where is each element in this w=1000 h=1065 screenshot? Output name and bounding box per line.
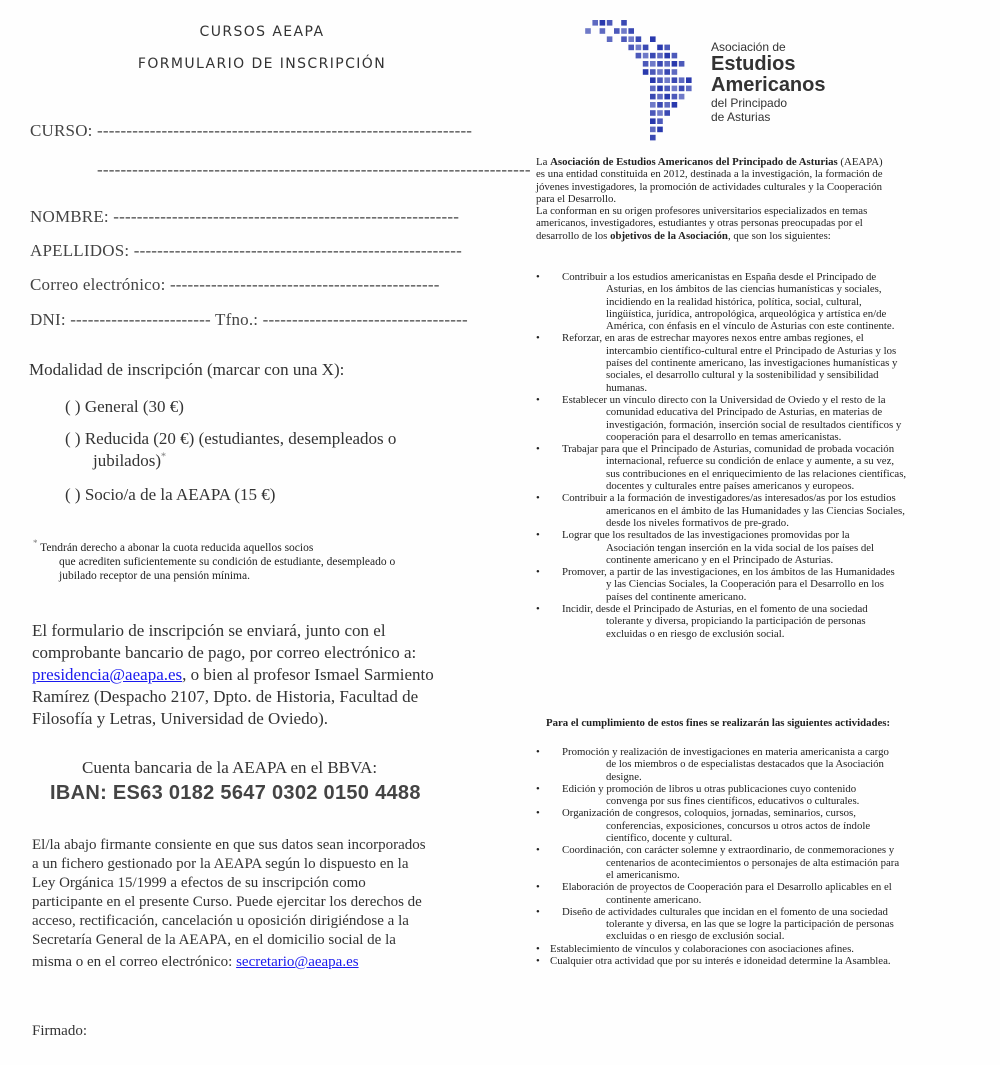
objective-item: • Contribuir a los estudios americanistas en España desde el Principado de Asturias, en los ámbitos de las ciencias humanísticas y sociales, incidiendo en la realidad histórica, política, social, cultural, lingüística, jurídica, antropológica, arqueológica y artística en/de América, con énfasis en el vínculo de Asturias con este continente. <box>536 271 895 333</box>
bullet-icon: • <box>536 905 540 918</box>
form-subtitle: FORMULARIO DE INSCRIPCIÓN <box>137 56 387 72</box>
iban-number: IBAN: ES63 0182 5647 0302 0150 4488 <box>50 782 421 804</box>
dni-phone-field[interactable]: DNI: ------------------------ Tfno.: ----------------------------------- <box>30 310 468 329</box>
logo-text: Asociación de Estudios Americanos del Principado de Asturias <box>711 40 826 124</box>
activity-item: • Promoción y realización de investigaciones en materia americanista a cargo de los miembros o de especialistas destacados que la Asociación designe. <box>536 746 889 783</box>
bullet-icon: • <box>536 566 540 579</box>
asterisk-mark: * <box>161 451 166 463</box>
bullet-icon: • <box>536 782 540 795</box>
bullet-icon: • <box>536 393 540 406</box>
form-title: CURSOS AEAPA <box>199 24 325 40</box>
activity-item: • Organización de congresos, coloquios, jornadas, seminarios, cursos, conferencias, exposiciones, concursos u otros actos de índole científico, docente y cultural. <box>536 807 871 845</box>
bullet-icon: • <box>536 746 540 758</box>
objective-item: • Lograr que los resultados de las investigaciones promovidas por la Asociación tengan inserción en la vida social de los países del continente americano y en el Principado de Asturias. <box>536 529 875 566</box>
bullet-icon: • <box>536 844 540 857</box>
signature-label: Firmado: <box>32 1023 87 1039</box>
bullet-icon: • <box>536 807 540 820</box>
curso-field-line2[interactable]: -------------------------------------------------------------------------- <box>97 160 531 179</box>
option-socio[interactable]: ( ) Socio/a de la AEAPA (15 €) <box>65 485 276 504</box>
objective-item: • Establecer un vínculo directo con la Universidad de Oviedo y el resto de la comunidad educativa del Principado de Asturias, en materias de investigación, formación, inserción social de resultados científicos y cooperación para el desarrollo en temas americanistas. <box>536 393 902 443</box>
modalidad-label: Modalidad de inscripción (marcar con una X): <box>29 360 345 379</box>
submission-instructions: El formulario de inscripción se enviará, junto con el comprobante bancario de pago, por correo electrónico a: presidencia@aeapa.es, o bien al profesor Ismael Sarmiento Ramírez (Despacho 2107, Dpto. de Historia, Facultad de Filosofía y Letras, Universidad de Oviedo). <box>32 621 434 728</box>
bullet-icon: • <box>536 603 540 616</box>
bullet-icon: • <box>536 492 540 505</box>
nombre-field[interactable]: NOMBRE: ----------------------------------------------------------- <box>30 207 460 226</box>
bullet-icon: • <box>536 529 540 542</box>
presidencia-email-link[interactable]: presidencia@aeapa.es <box>32 665 183 684</box>
activity-item: • Edición y promoción de libros u otras publicaciones cuyo contenido convenga por sus fines científicos, educativos o culturales. <box>536 782 860 808</box>
objective-item: • Incidir, desde el Principado de Asturias, en el fomento de una sociedad tolerante y diversa, propiciando la participación de personas excluidas o en riesgo de exclusión social. <box>536 603 868 640</box>
activity-item: • Elaboración de proyectos de Cooperación para el Desarrollo aplicables en el continente americano. <box>536 881 892 906</box>
bank-account-label: Cuenta bancaria de la AEAPA en el BBVA: <box>82 758 378 777</box>
data-consent-text: El/la abajo firmante consiente en que sus datos sean incorporados a un fichero gestionado por la AEAPA según lo dispuesto en la Ley Orgánica 15/1999 a efectos de su inscripción como participante en el presente Curso. Puede ejercitar los derechos de acceso, rectificación, cancelación u oposición dirigiéndose a la Secretaría General de la AEAPA, en el domicilio social de la misma o en el correo electrónico: secretario@aeapa.es <box>32 837 426 970</box>
objectives-list <box>536 271 976 640</box>
bullet-icon: • <box>536 332 540 345</box>
objective-item: • Promover, a partir de las investigaciones, en los ámbitos de las Humanidades y las Ciencias Sociales, la Cooperación para el Desarrollo en los países del continente americano. <box>536 566 895 603</box>
apellidos-field[interactable]: APELLIDOS: -------------------------------------------------------- <box>30 241 462 260</box>
activity-item: • Diseño de actividades culturales que incidan en el fomento de una sociedad tolerante y diversa, en las que se logre la participación de personas excluidas o en riesgo de exclusión social. <box>536 905 894 943</box>
option-general[interactable]: ( ) General (30 €) <box>65 397 184 416</box>
email-field[interactable]: Correo electrónico: ---------------------------------------------- <box>30 275 440 294</box>
bullet-icon: • <box>536 443 540 456</box>
activities-list <box>536 746 976 967</box>
objective-item: • Contribuir a la formación de investigadores/as interesados/as por los estudios americanos en el ámbito de las Humanidades y las Ciencias Sociales, desde los niveles formativos de pre-grado. <box>536 492 905 529</box>
bullet-icon: • <box>536 271 540 283</box>
objective-item: • Trabajar para que el Principado de Asturias, comunidad de probada vocación internacional, refuerce su condición de enlace y aumente, a su vez, sus contribuciones en el enriquecimiento de las relaciones científicas, docentes y culturales entre países americanos y europeos. <box>536 443 907 493</box>
reduced-fee-note: * Tendrán derecho a abonar la cuota reducida aquellos socios que acrediten suficientemente su condición de estudiante, desempleado o jubilado receptor de una pensión mínima. <box>33 538 396 582</box>
option-reducida-cont: jubilados)* <box>93 451 166 470</box>
bullet-icon: • <box>536 942 540 955</box>
activity-item: • Coordinación, con carácter solemne y extraordinario, de conmemoraciones y centenarios de acontecimientos o personajes de alta estimación para el americanismo. <box>536 844 900 881</box>
bullet-icon: • <box>536 955 540 968</box>
bullet-icon: • <box>536 881 540 894</box>
secretario-email-link[interactable]: secretario@aeapa.es <box>236 954 359 970</box>
activity-item: • Establecimiento de vínculos y colaboraciones con asociaciones afines. <box>536 942 855 955</box>
option-reducida[interactable]: ( ) Reducida (20 €) (estudiantes, desempleados o <box>65 429 397 448</box>
association-intro: La Asociación de Estudios Americanos del Principado de Asturias (AEAPA) es una entidad constituida en 2012, destinada a la investigación, la formación de jóvenes investigadores, la promoción de actividades culturales y la Cooperación para el Desarrollo. La conforman en su origen profesores universitarios especializados en temas americanos, investigadores, estudiantes y otras personas preocupadas por el desarrollo de los objetivos de la Asociación, que son los siguientes: <box>536 156 883 242</box>
logo-map-icon <box>578 20 698 146</box>
objective-item: • Reforzar, en aras de estrechar mayores nexos entre ambas regiones, el intercambio científico-cultural entre el Principado de Asturias y los países del continente americano, las investigaciones humanísticas y sociales, el desarrollo cultural y la sostenibilidad y sensibilidad humanas. <box>536 332 898 394</box>
activity-item: • Cualquier otra actividad que por su interés e idoneidad determine la Asamblea. <box>536 955 891 968</box>
curso-field[interactable]: CURSO: ---------------------------------------------------------------- <box>30 121 473 140</box>
activities-title: Para el cumplimiento de estos fines se realizarán las siguientes actividades: <box>546 717 891 729</box>
